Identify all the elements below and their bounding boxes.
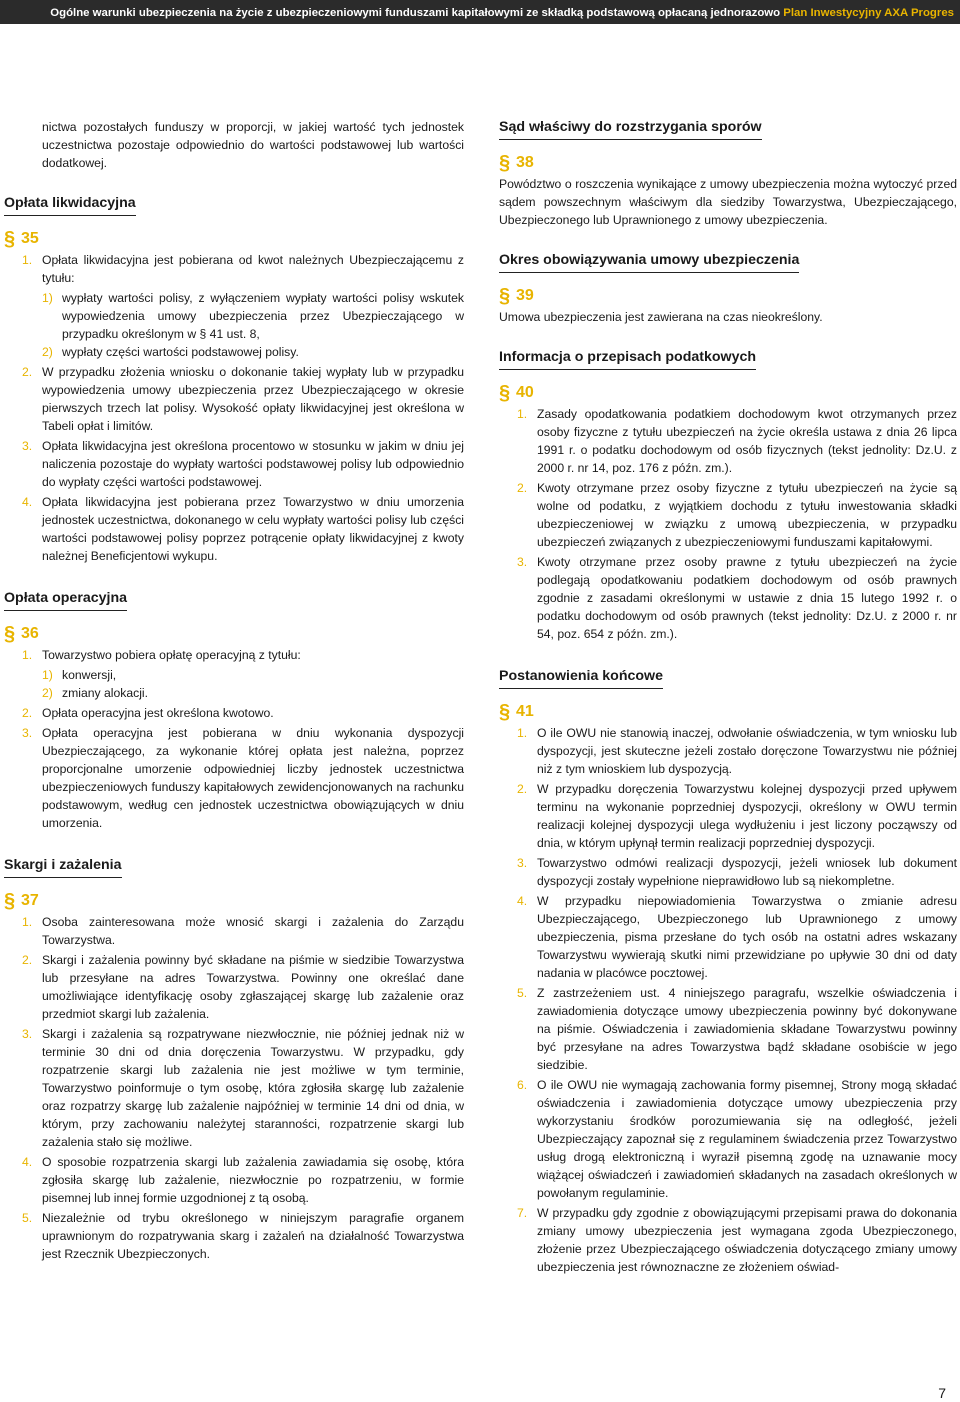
list-item: 1. Zasady opodatkowania podatkiem dochodowym kwot otrzymanych przez osoby fizyczne z tytułu ubezpieczeń na życie określa ustawa z dnia 26 lipca 1991 r. o podatku dochodowym od osób fizycznych (tekst jednolity: Dz.U. z 2000 r. nr 14, poz. 176 z późn. zm.).	[517, 407, 957, 475]
paragraph-38-text: Powództwo o roszczenia wynikające z umowy ubezpieczenia można wytoczyć przed sądem powszechnym właściwym dla siedziby Towarzystwa, Ubezpieczającego, Ubezpieczonego lub Uprawnionego z umowy ubezpieczenia.	[499, 177, 957, 227]
right-column	[499, 118, 957, 1278]
list-item: 3. Skargi i zażalenia są rozpatrywane niezwłocznie, nie później jednak niż w terminie 30 dni od dnia doręczenia Towarzystwu. W przypadku, gdy rozpatrzenie skargi lub zażalenia nie jest możliwe w tym terminie, Towarzystwo poinformuje o tym osobę, która zgłosiła skargę lub zażalenie oraz rozpatrzy skargę lub zażalenie najpóźniej w terminie 14 dni od dnia, w którym, przy zachowaniu należytej staranności, rozpatrzenie skargi lub zażalenia stało się możliwe.	[22, 1027, 464, 1149]
paragraph-39-text: Umowa ubezpieczenia jest zawierana na czas nieokreślony.	[499, 310, 823, 324]
paragraph-mark-37: § 37	[4, 890, 39, 912]
section-heading-41: Postanowienia końcowe	[499, 667, 663, 689]
list-item: 2. Opłata operacyjna jest określona kwotowo.	[22, 706, 274, 720]
list-item: 3. Opłata likwidacyjna jest określona procentowo w stosunku w jakim w dniu jej naliczenia pozostaje do wypłaty wartości podstawowej polisy lub odpowiednio do wypłaty części wartości podstawowej.	[22, 439, 464, 489]
header-doc-title: Ogólne warunki ubezpieczenia na życie z ubezpieczeniowymi funduszami kapitałowymi ze składką podstawową opłacaną jednorazowo	[50, 7, 781, 19]
list-item: 6. O ile OWU nie wymagają zachowania formy pisemnej, Strony mogą składać oświadczenia i zawiadomienia dotyczące umowy ubezpieczenia przy wykorzystaniu środków porozumiewania się na odległość, jeżeli Ubezpieczający zapoznał się z regulaminem świadczenia przez Towarzystwo usług drogą elektroniczną i wyraził pisemną zgodę na uznawanie mocy wiążącej oświadczeń i zawiadomień składanych na zasadach określonych w powołanym regulaminie.	[517, 1078, 957, 1200]
section-sign-icon: §	[4, 890, 16, 912]
list-item: 4. O sposobie rozpatrzenia skargi lub zażalenia zawiadamia się osobę, która zgłosiła skargę lub zażalenie, niezwłocznie po rozpatrzeniu, w formie pisemnej lub innej formie uzgodnionej z tą osobą.	[22, 1155, 464, 1205]
header-bar	[0, 0, 960, 24]
list-item: 3. Opłata operacyjna jest pobierana w dniu wykonania dyspozycji Ubezpieczającego, za wykonanie której opłata jest należna, poprzez proporcjonalne umorzenie odpowiedniej liczby jednostek uczestnictwa ubezpieczeniowych funduszy kapitałowych zewidencjonowanych na rachunku podstawowym, według cen jednostek uczestnictwa obowiązujących w dniu umorzenia.	[22, 726, 464, 830]
list-item: 3. Towarzystwo odmówi realizacji dyspozycji, jeżeli wniosek lub dokument dyspozycji zostały wypełnione nieprawidłowo lub są niekompletne.	[517, 856, 957, 888]
section-heading-37: Skargi i zażalenia	[4, 856, 122, 878]
sub-item: 1) wypłaty wartości polisy, z wyłączeniem wypłaty wartości polisy wskutek wypowiedzenia umowy ubezpieczenia przez Ubezpieczającego w przypadku określonym w § 41 ust. 8,	[42, 291, 464, 341]
list-item: 2. W przypadku złożenia wniosku o dokonanie takiej wypłaty lub w przypadku wypowiedzenia umowy ubezpieczenia przez Ubezpieczającego w okresie pierwszych trzech lat polisy. Wysokość opłaty likwidacyjnej jest określona w Tabeli opłat i limitów.	[22, 365, 464, 433]
sub-item: 2) wypłaty części wartości podstawowej polisy.	[42, 345, 299, 359]
list-40	[517, 405, 957, 643]
list-item: 1. Osoba zainteresowana może wnosić skargi i zażalenia do Zarządu Towarzystwa.	[22, 915, 464, 947]
list-item: 1. O ile OWU nie stanowią inaczej, odwołanie oświadczenia, w tym wniosku lub dyspozycji, jest skuteczne jeżeli zostało doręczone Towarzystwu nie później niż z tym wnioskiem lub dyspozycją.	[517, 726, 957, 776]
list-35	[22, 251, 464, 565]
sub-list	[42, 289, 464, 361]
header-product: Plan Inwestycyjny AXA Progres	[783, 7, 954, 19]
left-column	[4, 118, 464, 1265]
section-sign-icon: §	[499, 285, 511, 307]
sub-item: 2) zmiany alokacji.	[42, 686, 149, 700]
list-item: 4. W przypadku niepowiadomienia Towarzystwa o zmianie adresu Ubezpieczającego, Ubezpieczonego lub Uprawnionego z umowy ubezpieczenia, pisma przesłane do tych osób na ostatni adres wskazany Towarzystwu wywierają skutki nimi przewidziane po upływie 30 dni od daty nadania w placówce pocztowej.	[517, 894, 957, 980]
paragraph-mark-36: § 36	[4, 623, 39, 645]
section-heading-40: Informacja o przepisach podatkowych	[499, 348, 756, 370]
list-41	[517, 724, 957, 1276]
list-item: 5. Z zastrzeżeniem ust. 4 niniejszego paragrafu, wszelkie oświadczenia i zawiadomienia dotyczące umowy ubezpieczenia powinny być dokonywane na piśmie. Oświadczenia i zawiadomienia składane Towarzystwu powinny być przesyłane na adres Towarzystwa bądź składane osobiście w jego siedzibie.	[517, 986, 957, 1072]
sub-item: 1) konwersji,	[42, 668, 117, 682]
list-36	[22, 646, 464, 832]
header-title	[50, 4, 954, 22]
paragraph-mark-38: § 38	[499, 152, 534, 174]
list-item: 2. W przypadku doręczenia Towarzystwu kolejnej dyspozycji przed upływem terminu na wykonanie poprzedniej dyspozycji, określony w OWU termin realizacji kolejnej dyspozycji ulega wydłużeniu i jest liczony począwszy od dnia, w którym upłynął termin realizacji poprzedniej dyspozycji.	[517, 782, 957, 850]
list-item: 1. Opłata likwidacyjna jest pobierana od kwot należnych Ubezpieczającemu z tytułu: 1) wypłaty wartości polisy, z wyłączeniem wypłaty wartości polisy wskutek wypowiedzenia umowy ubezpieczenia przez Ubezpieczającego w przypadku określonym w § 41 ust. 8, 2) wypłaty części wartości podstawowej polisy.	[22, 253, 464, 359]
section-heading-39: Okres obowiązywania umowy ubezpieczenia	[499, 251, 799, 273]
paragraph-mark-35: § 35	[4, 228, 39, 250]
page-number: 7	[938, 1385, 946, 1401]
list-item: 3. Kwoty otrzymane przez osoby prawne z tytułu ubezpieczeń na życie podlegają opodatkowaniu podatkiem dochodowym od osób prawnych zgodnie z zasadami określonymi w ustawie z dnia 15 lutego 1992 r. o podatku dochodowym od osób prawnych (tekst jednolity: Dz.U. z 2000 r. nr 54, poz. 654 z późn. zm.).	[517, 555, 957, 641]
list-item: 5. Niezależnie od trybu określonego w niniejszym paragrafie organem uprawnionym do rozpatrywania skarg i zażaleń na działalność Towarzystwa jest Rzecznik Ubezpieczonych.	[22, 1211, 464, 1261]
paragraph-mark-40: § 40	[499, 382, 534, 404]
section-sign-icon: §	[4, 623, 16, 645]
list-item: 2. Kwoty otrzymane przez osoby fizyczne z tytułu ubezpieczeń na życie są wolne od podatku, z wyjątkiem dochodu z tytułu inwestowania składki ubezpieczeniowej w związku z umową ubezpieczenia, w przypadku ubezpieczeń związanych z ubezpieczeniowymi funduszami kapitałowymi.	[517, 481, 957, 549]
section-sign-icon: §	[499, 382, 511, 404]
section-sign-icon: §	[499, 701, 511, 723]
paragraph-mark-39: § 39	[499, 285, 534, 307]
section-heading-36: Opłata operacyjna	[4, 589, 127, 611]
paragraph-mark-41: § 41	[499, 701, 534, 723]
continuation-paragraph: nictwa pozostałych funduszy w proporcji, w jakiej wartość tych jednostek uczestnictwa pozostaje odpowiednio do wartości podstawowej lub wartości dodatkowej.	[42, 120, 464, 170]
section-sign-icon: §	[499, 152, 511, 174]
list-item: 4. Opłata likwidacyjna jest pobierana przez Towarzystwo w dniu umorzenia jednostek uczestnictwa, dokonanego w celu wypłaty wartości polisy lub części wartości podstawowej polisy poprzez potrącenie opłaty likwidacyjnej z kwoty należnej Beneficjentowi wykupu.	[22, 495, 464, 563]
section-sign-icon: §	[4, 228, 16, 250]
section-heading-38: Sąd właściwy do rozstrzygania sporów	[499, 118, 762, 140]
list-37	[22, 913, 464, 1263]
sub-list	[42, 666, 464, 702]
list-item: 7. W przypadku gdy zgodnie z obowiązującymi przepisami prawa do dokonania zmiany umowy ubezpieczenia jest wymagana zgoda Ubezpieczonego, złożenie przez Ubezpieczającego oświadczenia dotyczącego zmiany umowy ubezpieczenia jest równoznaczne ze złożeniem oświad-	[517, 1206, 957, 1274]
list-item: 1. Towarzystwo pobiera opłatę operacyjną z tytułu: 1) konwersji, 2) zmiany alokacji.	[22, 646, 464, 702]
section-heading-35: Opłata likwidacyjna	[4, 194, 136, 216]
list-item: 2. Skargi i zażalenia powinny być składane na piśmie w siedzibie Towarzystwa lub przesyłane na adres Towarzystwa. Powinny one określać dane umożliwiające identyfikację osoby zgłaszającej skargę lub zażalenie oraz przedmiot skargi lub zażalenia.	[22, 953, 464, 1021]
